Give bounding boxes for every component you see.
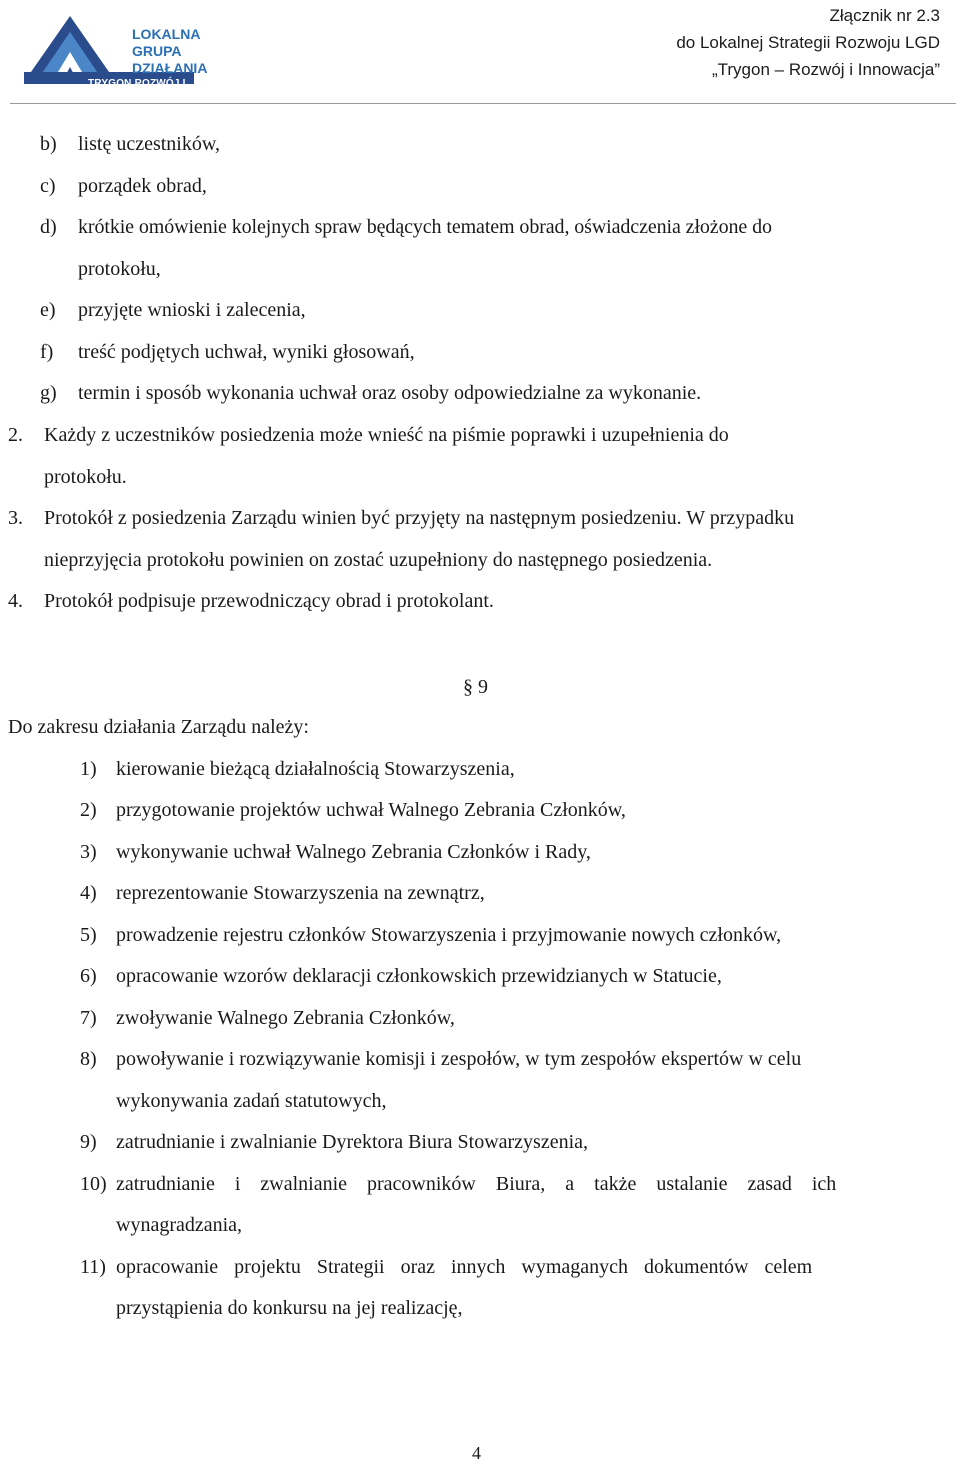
header-divider [10,103,956,104]
duty-item-continuation: przystąpienia do konkursu na jej realizację, [116,1297,463,1319]
list-item-continuation: protokołu, [78,258,161,280]
logo-subtitle: TRYGON ROZWÓJ I INNOWACJA [88,78,186,100]
logo-line-2: GRUPA [132,43,182,59]
logo-line-1: LOKALNA [132,26,201,42]
page-header [0,0,960,108]
page-number: 4 [472,1443,481,1463]
logo-line-3: DZIAŁANIA [132,60,208,76]
section-title: § 9 [463,676,488,698]
duty-item-continuation: wykonywania zadań statutowych, [116,1090,387,1112]
header-annex-info [676,2,940,83]
organization-name: „Trygon – Rozwój i Innowacja” [711,60,940,79]
lgd-logo [22,12,222,100]
logo-title [132,26,207,77]
numbered-point-continuation: protokołu. [44,466,127,488]
annex-number: Złącznik nr 2.3 [829,6,940,25]
numbered-point-continuation: nieprzyjęcia protokołu powinien on zostać uzupełniony do następnego posiedzenia. [44,549,713,571]
section-intro: Do zakresu działania Zarządu należy: [8,716,309,738]
duty-item-continuation: wynagradzania, [116,1214,243,1236]
strategy-name: do Lokalnej Strategii Rozwoju LGD [676,33,940,52]
